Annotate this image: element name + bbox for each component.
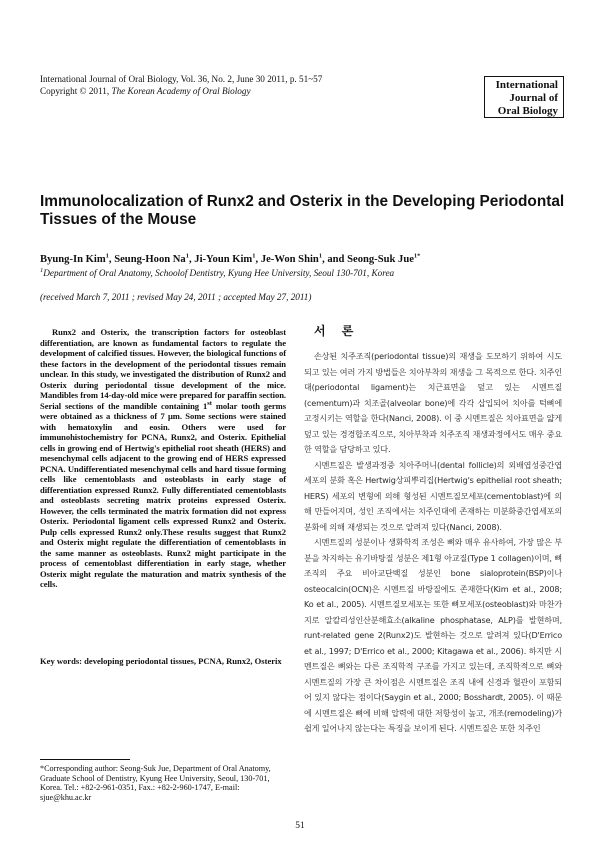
- running-header: [40, 73, 322, 97]
- author-name: Byung-In Kim: [40, 254, 106, 265]
- author-separator: , and: [322, 254, 348, 265]
- page-number: 51: [295, 821, 305, 831]
- affiliation: [40, 267, 580, 279]
- journal-citation: International Journal of Oral Biology, Vol. 36, No. 2, June 30 2011, p. 51~57: [40, 74, 323, 84]
- ordinal-suffix: st: [207, 399, 212, 407]
- author-separator: ,: [108, 254, 115, 265]
- journal-logo-box: [484, 76, 564, 118]
- copyright-prefix: Copyright © 2011,: [40, 86, 112, 96]
- footnote-divider: [40, 759, 130, 760]
- corresponding-author-footnote: *Corresponding author: Seong-Suk Jue, Department of Oral Anatomy, Graduate School of Dentistry, Kyung Hee University, Seoul, 130-701, Korea. Tel.: +82-2-961-0351, Fax.: +82-2-960-1747, E-mail: sjue@khu.ac.kr: [40, 764, 271, 802]
- journal-box-line-2: Journal of: [509, 92, 558, 104]
- copyright-line: [40, 85, 322, 97]
- author-name: Seong-Suk Jue: [347, 254, 414, 265]
- author-name: Ji-Youn Kim: [194, 254, 253, 265]
- section-heading-introduction: 서 론: [314, 324, 360, 338]
- intro-paragraph: 시멘트질의 성분이나 생화학적 조성은 뼈와 매우 유사하여, 가장 많은 부분을 차지하는 유기바탕질 성분은 제1형 아교질(Type 1 collagen)이며, 뼈조직의 주요 비아교단백질 성분인 bone sialoprotein(BSP)이나 osteocalcin(OCN)은 시멘트질 바탕질에도 존재한다(Kim et al., 2008; Ko et al., 2005). 시멘트질모세포는 또한 뼈모세포(osteoblast)와 마찬가지로 알칼리성인산분해효소(alkaline phosphatase, ALP)를 발현하며, runt-related gene 2(Runx2)도 발현하는 것으로 알려져 있다(D'Errico et al., 1997; D'Errico et al., 2000; Kitagawa et al., 2006). 하지만 시멘트질은 뼈와는 다른 조직학적 구조를 가지고 있는데, 조직학적으로 뼈와 시멘트질의 가장 큰 차이점은 시멘트질은 조직 내에 신경과 혈관이 포함되어 있지 않다는 점이다(Saygin et al., 2000; Bosshardt, 2005). 이 때문에 시멘트질은 뼈에 비해 압력에 대한 저항성이 높고, 개조(remodeling)가 쉽게 일어나지 않는다는 특징을 보이게 된다. 시멘트질은 또한 치주인: [304, 537, 562, 733]
- author-separator: ,: [188, 254, 195, 265]
- author-affiliation-mark: 1: [318, 252, 323, 260]
- abstract-text-2: molar tooth germs were obtained as a thickness of 7 μm. Some sections were stained with hematoxylin and eosin. Others were used for immunohistochemistry for PCNA, Runx2, and Osterix. Epithelial cells in growing end of Hertwig's epithelial root sheath (HERS) and mesenchymal cells adjacent to the growing end of HERS expressed PCNA. Undifferentiated mesenchymal cells and hard tissue forming cells like cementoblasts and osteoblasts in early stage of differentiation expressed Runx2. Fully differentiated cementoblasts and osteoblasts secreting matrix proteins expressed Osterix. However, the cells terminated the matrix formation did not express Osterix. Periodontal ligament cells expressed Runx2 and Osterix. Pulp cells expressed Runx2 only.These results suggest that Runx2 and Osterix might regulate the differentiation of cementoblasts in the same manner as osteoblasts. Runx2 might participate in the process of cementoblast differentiation in early stage, whether Osterix might regulate the maturation and matrix synthesis of the cells.: [40, 400, 286, 589]
- affiliation-text: Department of Oral Anatomy, Schoolof Dentistry, Kyung Hee University, Seoul 130-701, Korea: [43, 268, 395, 278]
- intro-paragraph: 손상된 치주조직(periodontal tissue)의 재생을 도모하기 위하여 시도되고 있는 여러 가지 방법들은 치아부착의 재생을 그 목적으로 한다. 치주인대(periodontal ligament)는 치근표면을 덮고 있는 시멘트질(cementum)과 치조골(alveolar bone)에 각각 삽입되어 치아를 턱뼈에 고정시키는 역할을 한다(Nanci, 2008). 이 중 시멘트질은 치아표면을 얇게 덮고 있는 경경합조직으로, 치아부착과 치주조직 재생과정에서도 매우 중요한 역할을 담당하고 있다.: [304, 351, 562, 454]
- author-affiliation-mark: 1: [185, 252, 189, 260]
- journal-box-line-3: Oral Biology: [497, 105, 558, 117]
- author-name: Seung-Hoon Na: [114, 254, 186, 265]
- article-title: Immunolocalization of Runx2 and Osterix in the Developing Periodontal Tissues of the Mouse: [40, 193, 565, 228]
- received-dates: (received March 7, 2011 ; revised May 24, 2011 ; accepted May 27, 2011): [40, 292, 312, 302]
- author-affiliation-mark: 1: [105, 252, 109, 260]
- journal-box-line-1: International: [495, 79, 558, 91]
- intro-paragraph: 시멘트질은 발생과정중 치아주머니(dental follicle)의 외배엽성중간엽세포의 분화 혹은 Hertwig상피뿌리집(Hertwig's epithelial root sheath; HERS) 세포의 변형에 의해 형성된 시멘트질모세포(cementoblast)에 의해 만들어지며, 성인 조직에서는 치주인대에 존재하는 미분화중간엽세포의 분화에 의해 재생되는 것으로 알려져 있다(Nanci, 2008).: [304, 459, 562, 532]
- author-name: Je-Won Shin: [260, 254, 319, 265]
- abstract-text-1: Runx2 and Osterix, the transcription factors for osteoblast differentiation, are known as fundamental factors to regulate the development of calcified tissues. However, the biological functions of these factors in the development of the periodontal tissues remain unclear. In this study, we investigated the distribution of Runx2 and Osterix during periodontal tissue development of the mice. Mandibles from 14-day-old mice were prepared for paraffin section. Serial sections of the mandible containing 1: [40, 327, 286, 411]
- introduction-body: [304, 349, 562, 737]
- abstract: [40, 327, 286, 590]
- author-list: [40, 253, 580, 266]
- keywords: Key words: developing periodontal tissues, PCNA, Runx2, Osterix: [40, 656, 282, 666]
- author-affiliation-mark: 1*: [413, 252, 421, 260]
- copyright-org: The Korean Academy of Oral Biology: [111, 86, 251, 96]
- author-separator: ,: [255, 254, 261, 265]
- affiliation-mark: 1: [40, 266, 44, 274]
- author-affiliation-mark: 1: [252, 252, 256, 260]
